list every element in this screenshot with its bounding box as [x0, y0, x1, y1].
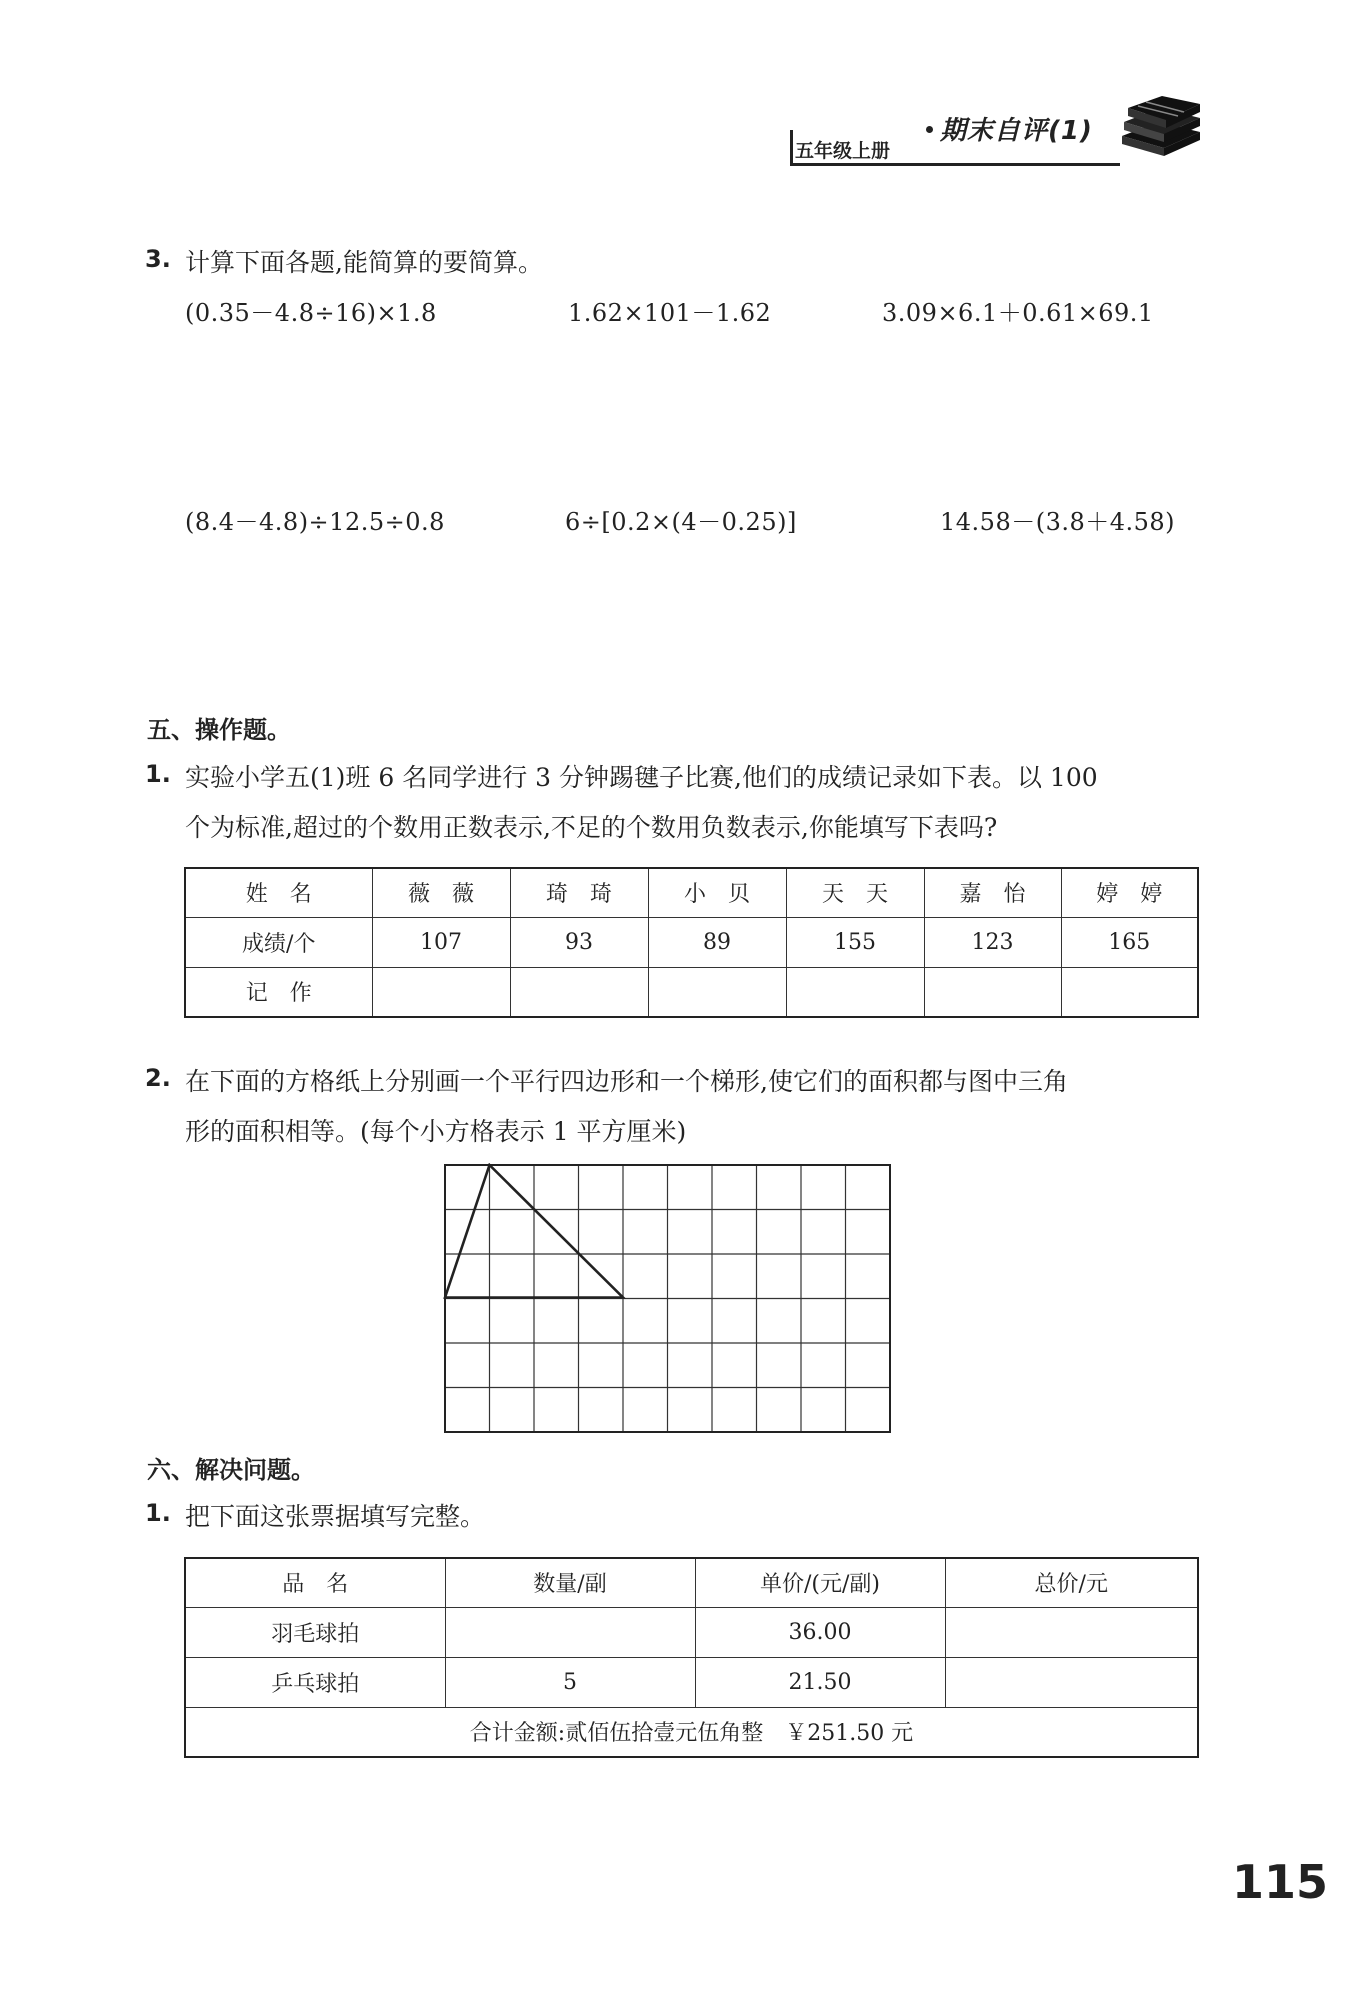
receipt-item-name: 羽毛球拍	[185, 1607, 445, 1657]
header-title: 期末自评(1)	[940, 116, 1093, 146]
score-label: 成绩/个	[185, 917, 372, 967]
score-cell: 93	[510, 917, 648, 967]
q3-expr-2: 1.62×101－1.62	[568, 299, 772, 327]
score-cell: 155	[786, 917, 924, 967]
score-table	[184, 867, 1199, 1018]
header-dot	[926, 126, 933, 133]
receipt-item-name: 乒乓球拍	[185, 1657, 445, 1707]
header-grade: 五年级上册	[795, 140, 891, 162]
s5q2-line2: 形的面积相等。(每个小方格表示 1 平方厘米)	[185, 1117, 687, 1146]
q3-expr-3: 3.09×6.1＋0.61×69.1	[882, 299, 1154, 327]
score-table-scores-row	[185, 917, 1198, 967]
score-header-student: 小 贝	[648, 868, 786, 917]
score-cell: 123	[924, 917, 1061, 967]
score-table-header-row	[185, 868, 1198, 917]
page-number: 115	[1232, 1855, 1329, 1909]
score-header-student: 琦 琦	[510, 868, 648, 917]
score-table-record-row	[185, 967, 1198, 1017]
q3-expr-5: 6÷[0.2×(4－0.25)]	[565, 508, 797, 536]
receipt-header-qty: 数量/副	[445, 1558, 695, 1607]
score-header-name: 姓 名	[185, 868, 372, 917]
receipt-total-cell[interactable]	[945, 1607, 1198, 1657]
q3-expr-6: 14.58－(3.8＋4.58)	[940, 508, 1176, 536]
receipt-total-row	[185, 1707, 1198, 1757]
s6q1-prompt: 把下面这张票据填写完整。	[185, 1502, 486, 1531]
record-cell[interactable]	[924, 967, 1061, 1017]
s5q1-line1: 实验小学五(1)班 6 名同学进行 3 分钟踢毽子比赛,他们的成绩记录如下表。以 100	[185, 763, 1098, 792]
receipt-qty-cell: 5	[445, 1657, 695, 1707]
record-cell[interactable]	[1061, 967, 1198, 1017]
record-cell[interactable]	[510, 967, 648, 1017]
receipt-header-row	[185, 1558, 1198, 1607]
section5-title: 五、操作题。	[147, 716, 291, 744]
score-header-student: 薇 薇	[372, 868, 510, 917]
receipt-total-cell[interactable]	[945, 1657, 1198, 1707]
s6q1-number: 1.	[145, 1499, 171, 1527]
receipt-row	[185, 1657, 1198, 1707]
receipt-qty-cell[interactable]	[445, 1607, 695, 1657]
record-cell[interactable]	[648, 967, 786, 1017]
record-cell[interactable]	[372, 967, 510, 1017]
q3-number: 3.	[145, 245, 171, 273]
score-header-student: 嘉 怡	[924, 868, 1061, 917]
grid-paper[interactable]	[443, 1163, 895, 1442]
receipt-unit-price: 36.00	[695, 1607, 945, 1657]
q3-expr-4: (8.4－4.8)÷12.5÷0.8	[185, 508, 445, 536]
q3-expr-1: (0.35－4.8÷16)×1.8	[185, 299, 437, 327]
receipt-table	[184, 1557, 1199, 1758]
s5q2-line1: 在下面的方格纸上分别画一个平行四边形和一个梯形,使它们的面积都与图中三角	[185, 1067, 1068, 1096]
receipt-grand-total: 合计金额:贰佰伍拾壹元伍角整 ￥251.50 元	[185, 1707, 1198, 1757]
score-cell: 107	[372, 917, 510, 967]
record-cell[interactable]	[786, 967, 924, 1017]
score-cell: 165	[1061, 917, 1198, 967]
q3-prompt: 计算下面各题,能简算的要简算。	[185, 248, 543, 277]
receipt-header-unit-price: 单价/(元/副)	[695, 1558, 945, 1607]
books-icon	[1118, 96, 1204, 172]
receipt-header-item: 品 名	[185, 1558, 445, 1607]
record-label: 记 作	[185, 967, 372, 1017]
s5q1-number: 1.	[145, 760, 171, 788]
score-header-student: 天 天	[786, 868, 924, 917]
s5q1-line2: 个为标准,超过的个数用正数表示,不足的个数用负数表示,你能填写下表吗?	[185, 813, 998, 842]
score-cell: 89	[648, 917, 786, 967]
header-rule	[790, 163, 1120, 166]
score-header-student: 婷 婷	[1061, 868, 1198, 917]
s5q2-number: 2.	[145, 1064, 171, 1092]
receipt-row	[185, 1607, 1198, 1657]
section6-title: 六、解决问题。	[147, 1456, 315, 1484]
header-tick	[790, 130, 793, 166]
receipt-unit-price: 21.50	[695, 1657, 945, 1707]
receipt-header-total: 总价/元	[945, 1558, 1198, 1607]
